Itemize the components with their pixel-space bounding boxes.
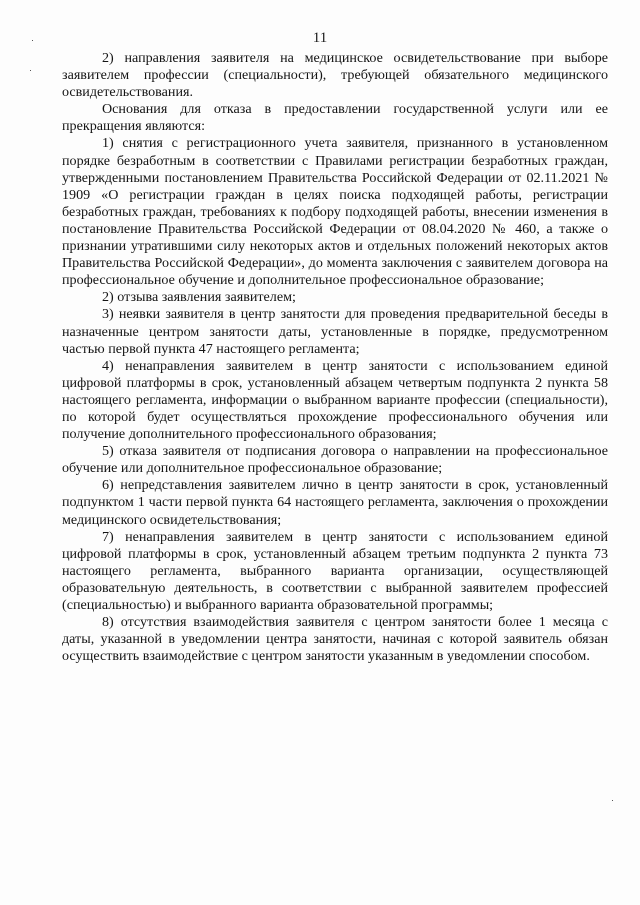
paragraph-ground-7-no-organization-choice: 7) ненаправления заявителем в центр занятости с использованием единой цифровой платформы в срок, установленный абзацем третьим подпункта 2 пункта 73 настоящего регламента, выбранного варианта организации, осуществляющей образовательную деятельность, в соответствии с выбранной заявителем профессией (специальностью) и выбранного варианта образовательной программы;: [62, 528, 608, 613]
paragraph-medical-referral: 2) направления заявителя на медицинское освидетельствование при выборе заявителем профессии (специальности), требующей обязательного медицинского освидетельствования.: [62, 50, 608, 101]
paragraph-ground-1-deregistration: 1) снятия с регистрационного учета заявителя, признанного в установленном порядке безработным в соответствии с Правилами регистрации безработных граждан, утвержденными постановлением Правительства Российской Федерации от 02.11.2021 № 1909 «О регистрации граждан в целях поиска подходящей работы, регистрации безработных граждан, требованиях к подбору подходящей работы, внесении изменения в постановление Правительства Российской Федерации от 08.04.2020 № 460, а также о признании утратившими силу некоторых актов и отдельных положений некоторых актов Правительства Российской Федерации», до момента заключения с заявителем договора на профессиональное обучение и дополнительное профессиональное образование;: [62, 135, 608, 289]
paragraph-ground-4-no-profession-choice: 4) ненаправления заявителем в центр занятости с использованием единой цифровой платформы в срок, установленный абзацем четвертым подпункта 2 пункта 58 настоящего регламента, информации о выбранном варианте профессии (специальности), по которой будет осуществляться прохождение профессионального обучения или получение дополнительного профессионального образования;: [62, 357, 608, 443]
page-number: 11: [312, 30, 328, 46]
paragraph-refusal-grounds-intro: Основания для отказа в предоставлении государственной услуги или ее прекращения являются:: [62, 101, 608, 135]
scan-speck: [30, 70, 31, 71]
paragraph-ground-5-contract-refusal: 5) отказа заявителя от подписания договора о направлении на профессиональное обучение или дополнительное профессиональное образование;: [62, 443, 608, 477]
paragraph-ground-6-no-medical-certificate: 6) непредставления заявителем лично в центр занятости в срок, установленный подпунктом 1 части первой пункта 64 настоящего регламента, заключения о прохождении медицинского освидетельствования;: [62, 477, 608, 528]
document-body: [62, 50, 608, 665]
paragraph-ground-2-withdrawal: 2) отзыва заявления заявителем;: [102, 289, 296, 306]
scan-speck: [32, 40, 33, 41]
paragraph-ground-3-no-show: 3) неявки заявителя в центр занятости для проведения предварительной беседы в назначенные центром занятости даты, установленные в порядке, предусмотренном частью первой пункта 47 настоящего регламента;: [62, 306, 608, 357]
paragraph-ground-8-no-interaction: 8) отсутствия взаимодействия заявителя с центром занятости более 1 месяца с даты, указанной в уведомлении центра занятости, начиная с которой заявитель обязан осуществить взаимодействие с центром занятости указанным в уведомлении способом.: [62, 614, 608, 665]
scan-speck: [612, 800, 613, 801]
